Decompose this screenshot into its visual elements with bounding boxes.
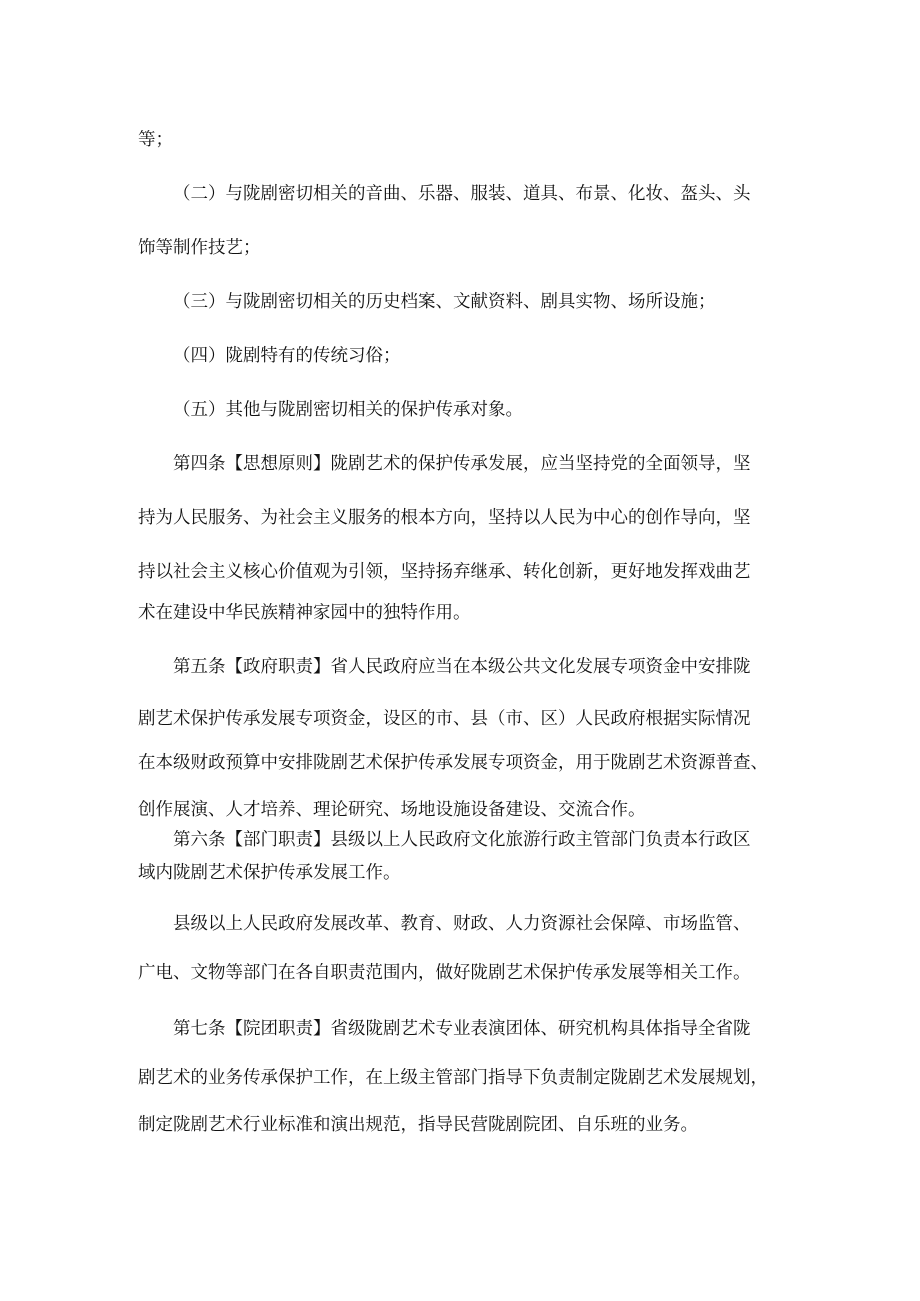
text-line-12: 剧艺术保护传承发展专项资金，设区的市、县（市、区）人民政府根据实际情况 [138, 709, 751, 729]
text-line-16: 域内陇剧艺术保护传承发展工作。 [138, 863, 401, 883]
text-line-9: 持以社会主义核心价值观为引领，坚持扬弃继承、转化创新，更好地发挥戏曲艺 [138, 562, 751, 582]
text-line-8: 持为人民服务、为社会主义服务的根本方向，坚持以人民为中心的创作导向，坚 [138, 508, 751, 528]
text-line-5: （四）陇剧特有的传统习俗； [173, 346, 401, 366]
text-line-11: 第五条【政府职责】省人民政府应当在本级公共文化发展专项资金中安排陇 [173, 657, 751, 677]
text-line-15: 第六条【部门职责】县级以上人民政府文化旅游行政主管部门负责本行政区 [173, 830, 751, 850]
text-line-21: 制定陇剧艺术行业标准和演出规范，指导民营陇剧院团、自乐班的业务。 [138, 1115, 698, 1135]
text-line-4: （三）与陇剧密切相关的历史档案、文献资料、剧具实物、场所设施； [173, 292, 716, 312]
text-line-2: （二）与陇剧密切相关的音曲、乐器、服装、道具、布景、化妆、盔头、头 [173, 184, 751, 204]
text-line-6: （五）其他与陇剧密切相关的保护传承对象。 [173, 400, 523, 420]
text-line-17: 县级以上人民政府发展改革、教育、财政、人力资源社会保障、市场监管、 [173, 914, 751, 934]
text-line-3: 饰等制作技艺； [138, 238, 261, 258]
text-line-10: 术在建设中华民族精神家园中的独特作用。 [138, 603, 471, 623]
text-line-14: 创作展演、人才培养、理论研究、场地设施设备建设、交流合作。 [138, 800, 646, 820]
text-line-19: 第七条【院团职责】省级陇剧艺术专业表演团体、研究机构具体指导全省陇 [173, 1019, 751, 1039]
text-line-18: 广电、文物等部门在各自职责范围内，做好陇剧艺术保护传承发展等相关工作。 [138, 963, 751, 983]
text-line-7: 第四条【思想原则】陇剧艺术的保护传承发展，应当坚持党的全面领导，坚 [173, 454, 751, 474]
text-line-20: 剧艺术的业务传承保护工作，在上级主管部门指导下负责制定陇剧艺术发展规划， [138, 1068, 768, 1088]
text-line-13: 在本级财政预算中安排陇剧艺术保护传承发展专项资金，用于陇剧艺术资源普查、 [138, 753, 768, 773]
text-line-1: 等； [138, 130, 173, 150]
